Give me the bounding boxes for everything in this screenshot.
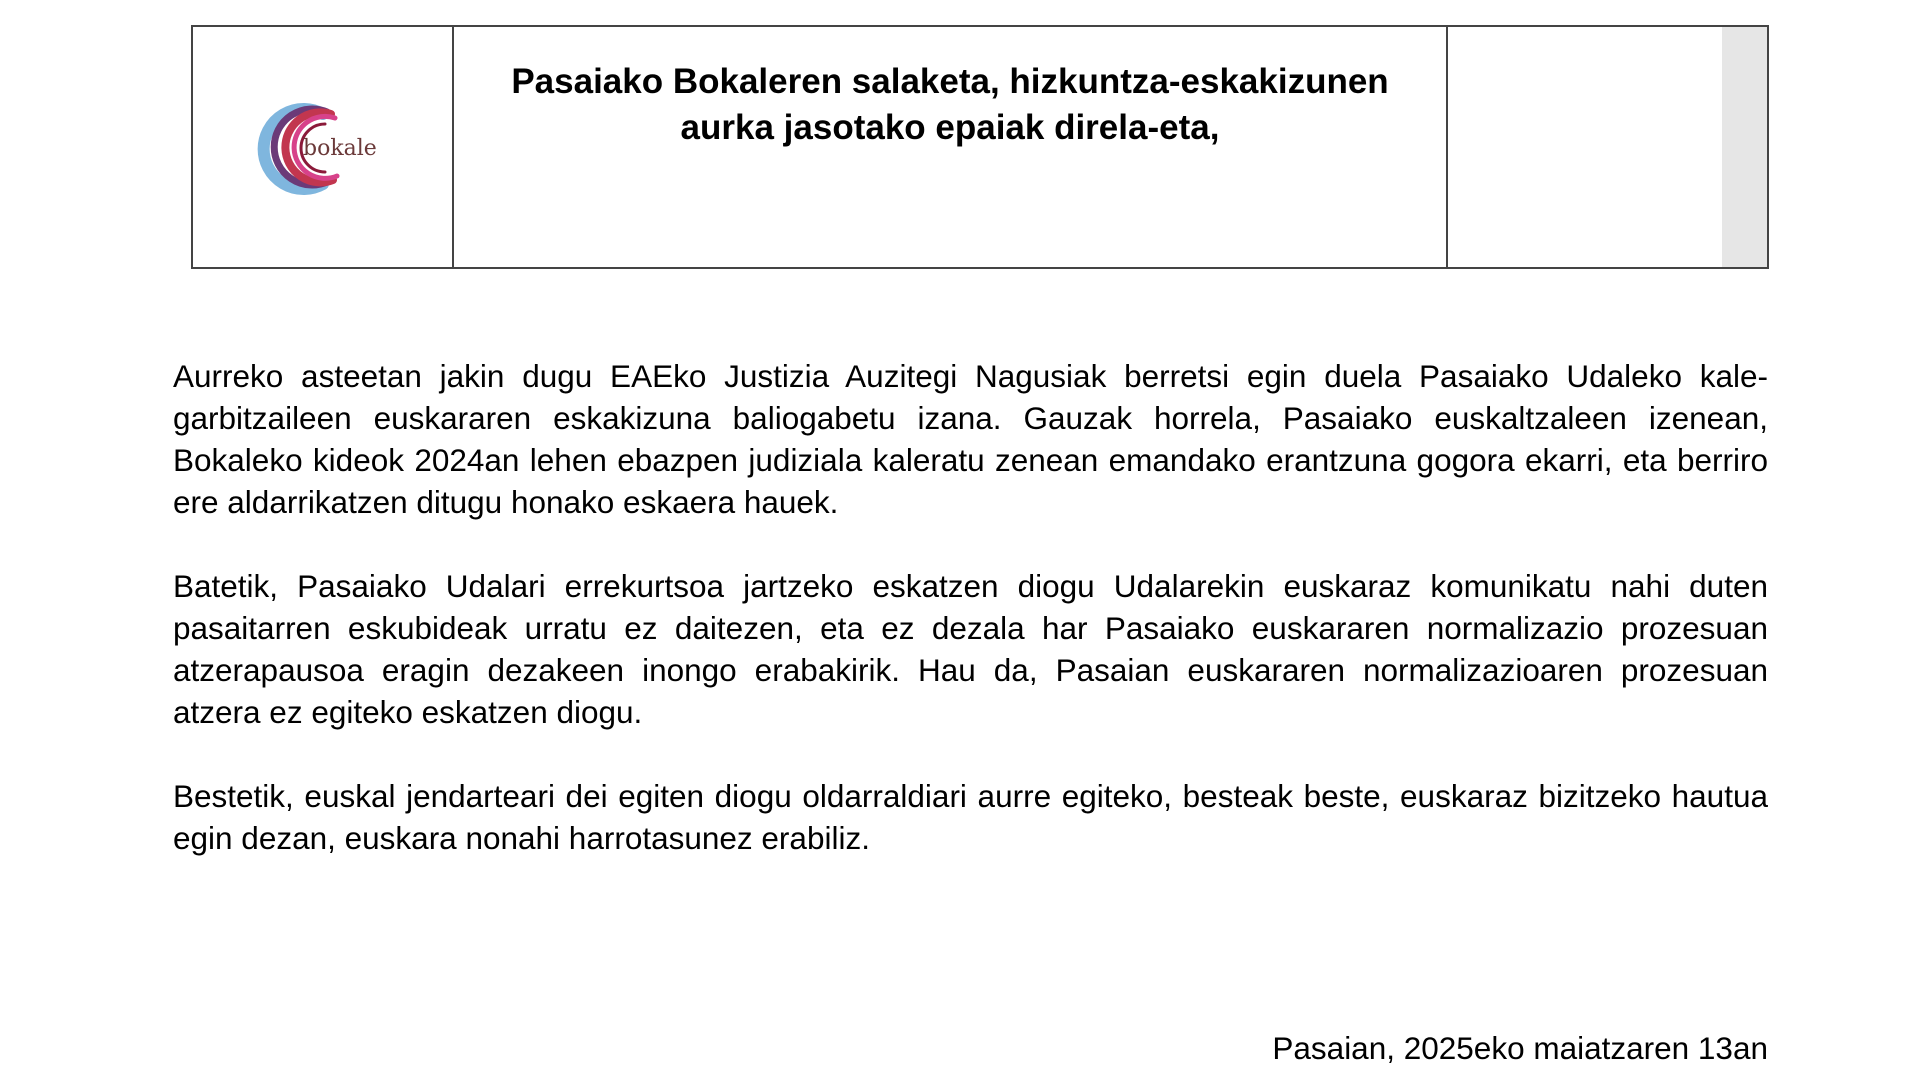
bokale-logo-text: bokale	[302, 136, 377, 161]
title-cell	[454, 27, 1448, 267]
statement-body	[173, 355, 1768, 901]
paragraph-2: Batetik, Pasaiako Udalari errekurtsoa jartzeko eskatzen diogu Udalarekin euskaraz komunikatu nahi duten pasaitarren eskubideak urratu ez daitezen, eta ez dezala har Pasaiako euskararen normalizazio prozesuan atzerapausoa eragin dezakeen inongo erabakirik. Hau da, Pasaian euskararen normalizazioaren prozesuan atzera ez egiteko eskatzen diogu.	[173, 568, 1768, 730]
paragraph-3: Bestetik, euskal jendarteari dei egiten diogu oldarraldiari aurre egiteko, besteak beste, euskaraz bizitzeko hautua egin dezan, euskara nonahi harrotasunez erabiliz.	[173, 778, 1768, 856]
title-line-1: Pasaiako Bokaleren salaketa, hizkuntza-eskakizunen	[511, 62, 1389, 101]
page-title	[454, 59, 1446, 151]
title-line-2: aurka jasotako epaiak direla-eta,	[680, 108, 1220, 147]
header-table	[191, 25, 1769, 269]
empty-cell	[1448, 27, 1767, 267]
bokale-logo	[253, 92, 393, 202]
bokale-logo-icon	[253, 92, 393, 202]
gray-strip	[1722, 27, 1767, 267]
paragraph-1: Aurreko asteetan jakin dugu EAEko Justizia Auzitegi Nagusiak berretsi egin duela Pasaiako Udaleko kale-garbitzaileen euskararen eskakizuna baliogabetu izana. Gauzak horrela, Pasaiako euskaltzaleen izenean, Bokaleko kideok 2024an lehen ebazpen judiziala kaleratu zenean emandako erantzuna gogora ekarri, eta berriro ere aldarrikatzen ditugu honako eskaera hauek.	[173, 358, 1768, 520]
place-date: Pasaian, 2025eko maiatzaren 13an	[1272, 1030, 1768, 1066]
logo-cell	[193, 27, 454, 267]
